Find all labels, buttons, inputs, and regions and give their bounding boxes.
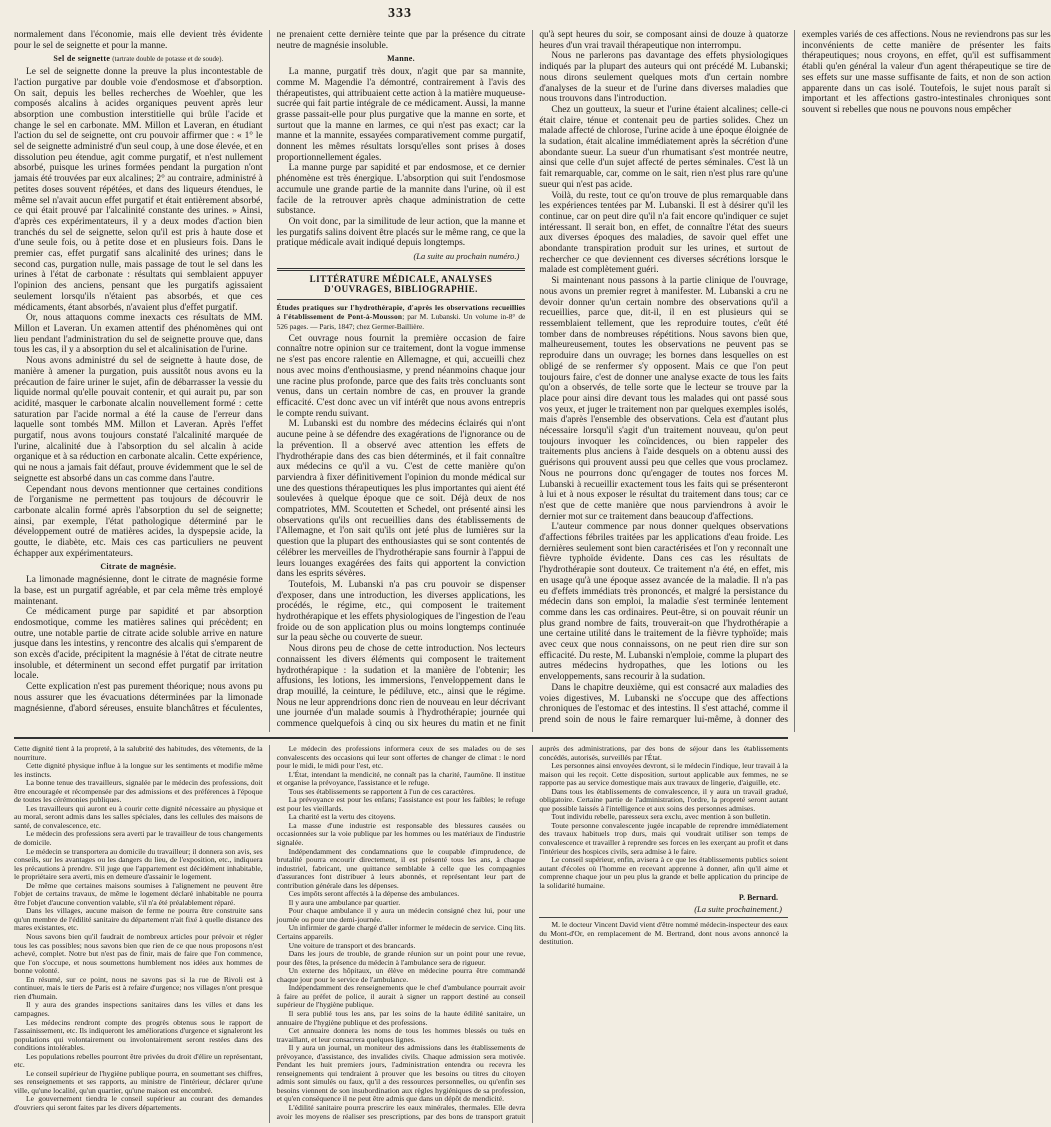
paragraph: Chez un goutteux, la sueur et l'urine étaient alcalines; celle-ci était claire, ténue et contenait peu de parties solides. Chez un malade affecté de chlorose, l'urine acide à une époque éloignée de la sudation, était alcaline immédiatement après la sécrétion d'une abondante sueur. La sueur d'un rhumatisant s'est montrée neutre, ainsi que celle d'un sujet affecté de pertes séminales. C'est là un fait remarquable, car, comme on le sait, rien n'est plus rare qu'une sueur qui n'est pas acide.	[539, 104, 788, 190]
section-subheading	[14, 562, 263, 573]
paragraph: Ce médicament purge par sapidité et par absorption endosmotique, comme les matières salines qui précèdent; en outre, une notable partie de citrate acide soluble arrive en nature jusque dans les intestins, y rencontre des alcalis qui s'emparent de son excès d'acide, précipitent la magnésie à l'état de citrate neutre insoluble, et déterminent un second effet purgatif par irritation locale.	[14, 607, 263, 682]
paragraph: Cet annuaire donnera les noms de tous les hommes blessés ou tués en travaillant, et leur consacrera quelques lignes.	[276, 1026, 526, 1044]
double-rule	[277, 268, 526, 271]
page-number: 333	[388, 6, 412, 21]
paragraph: Le médecin se transportera au domicile du travailleur; il donnera son avis, ses conseils, sur les avantages ou les dangers du lieu, de l'exposition, etc., indiquera les précautions à prendre. S'il juge que l'appartement est décidément inhabitable, le propriétaire sera averti, mis en demeure d'assainir le logement.	[14, 846, 263, 882]
paragraph: La masse d'une industrie est responsable des blessures causées ou occasionnées sur la voie publique par les hommes ou les matériaux de l'industrie signalée.	[276, 820, 526, 848]
paragraph: L'auteur commence par nous donner quelques observations d'affections fébriles traitées par les applications d'eau froide. Les dernières seulement sont bien caractérisées et l'on y reconnaît une fièvre typhoïde évidente. Dans ces cas les résultats de l'hydrothérapie sont douteux. Ce traitement n'a été, en effet, mis en usage qu'à une époque assez avancée de la maladie. Il n'a pas eu d'effets immédiats très prononcés, et malgré la persistance du médecin dans son emploi, la maladie s'est terminée lentement comme dans les cas ordinaires. Peut-être, si on pouvait réunir un plus grand nombre de faits, trouverait-on que l'hydrothérapie a une certaine utilité dans le traitement de la fièvre typhoïde; mais avec ceux que nous connaissons, on ne peut rien dire sur son efficacité. Du reste, M. Lubanski n'emploie, comme la plupart des autres médecins hydropathes, que les lotions ou les enveloppements, sans recourir à la sudation.	[539, 522, 788, 683]
subheading-title: Sel de seignette	[53, 54, 111, 64]
book-reference	[277, 303, 526, 331]
paragraph: Le gouvernement tiendra le conseil supérieur au courant des demandes d'ouvriers qui seront faites par les divers départements.	[14, 1094, 263, 1112]
section-divider	[14, 737, 788, 739]
book-details: ; par M. Lubanski. Un volume in-8° de 526 pages. — Paris, 1847; chez Germer-Baillière.	[276, 312, 526, 331]
continued-note: (La suite au prochain numéro.)	[413, 251, 520, 262]
paragraph: Un externe des hôpitaux, un élève en médecine pourra être commandé chaque jour pour le service de l'ambulance.	[276, 966, 526, 984]
paragraph: Dans les villages, aucune maison de ferme ne pourra être construite sans qu'un membre de l'édilité sanitaire du département n'ait fixé à quelle distance des mares existantes, etc.	[14, 906, 263, 933]
paragraph: Les personnes ainsi envoyées devront, si le médecin l'indique, leur travail à la maison qui les reçoit. Cette disposition, surtout applicable aux femmes, ne se rapporte pas au service domestique mais aux travaux de lingerie, d'aiguille, etc.	[539, 761, 788, 788]
paragraph: Toute personne convalescente jugée incapable de reprendre immédiatement des travaux habituels trop durs, mais qui voudrait utiliser son temps de convalescence et travailler à reprendre ses forces en les exerçant au profit et dans l'intérieur des hospices civils, sera admise à le faire.	[539, 820, 788, 856]
section-subheading	[14, 54, 263, 65]
subheading-title: Manne.	[387, 54, 415, 64]
subheading-note: (tartrate double de potasse et de soude).	[112, 55, 224, 64]
paragraph: La charité est la vertu des citoyens.	[288, 812, 396, 822]
thin-rule	[539, 917, 788, 918]
paragraph: Ces impôts seront affectés à la dépense des ambulances.	[288, 889, 460, 899]
feuilleton-columns	[14, 745, 788, 1123]
paragraph: Nous dirons peu de chose de cette introduction. Nos lecteurs connaissent les divers éléments qui composent le traitement hydrothérapique : la sudation et la manière de l'obtenir; les affusions, les lotions, les immersions, l'enveloppement dans le drap mouillé, la ceinture, le pédiluve, etc., ainsi que le régime. Nous ne leur apprendrions donc rien de nouveau en leur décrivant une journée d'un malade soumis à l'hydrothérapie; journée qui commence quelquefois à cinq ou six heures du matin et ne finit qu'à sept heures du soir, se composant ainsi de douze à quatorze heures d'un vrai travail thérapeutique non interrompu.	[276, 30, 788, 730]
paragraph: Voilà, du reste, tout ce qu'on trouve de plus remarquable dans les expériences tentées par M. Lubanski. Il est à désirer qu'il les continue, car on peut dire qu'il n'a fait encore qu'indiquer ce sujet intéressant. Il serait bon, en effet, de connaître l'état des sueurs aux diverses époques des maladies, de savoir quel effet une abondante transpiration produit sur les urines, et surtout de rechercher ce que deviennent ces diverses sécrétions lorsque le malade est complètement guéri.	[539, 190, 788, 276]
paragraph: Or, nous attaquons comme inexacts ces résultats de MM. Millon et Laveran. Un examen attentif des phénomènes qui ont lieu pendant l'administration du sel de seignette prouve que, dans tous les cas, il y a absorption du sel et alcalinisation de l'urine.	[14, 313, 263, 356]
paragraph: Dans les jours de trouble, de grande réunion sur un point pour une revue, pour des fêtes, la présence du médecin à l'ambulance sera de rigueur.	[276, 949, 526, 967]
paragraph: Dans le chapitre deuxième, qui est consacré aux maladies des voies digestives, M. Lubanski ne s'occupe que des affections chroniques de l'estomac et des intestins. Il s'est attaché, comme il prend soin de nous le faire remarquer lui-même, à donner des exemples variés de ces affections. Nous ne reviendrons pas sur les inconvénients de cette manière de présenter les faits thérapeutiques; nous croyons, en effet, qu'il est suffisamment établi qu'en général la valeur d'un agent thérapeutique se tire de ses effets sur une masse suffisante de faits, et non de son action apparente dans un cas isolé. Toutefois, le sujet nous paraît si important et les affections gastro-intestinales chroniques sont souvent si rebelles que nous ne pouvons nous empêcher	[539, 30, 1051, 725]
paragraph: M. Lubanski est du nombre des médecins éclairés qui n'ont aucune peine à se défendre des exagérations de l'ignorance ou de la prévention. Il a observé avec attention les effets de l'hydrothérapie dans des cas bien déterminés, et il fait connaître aux médecins ce qu'il a vu. C'est de cette manière qu'on parviendra à fixer définitivement l'opinion du monde médical sur une des questions thérapeutiques les plus importantes qui aient été soulevées à quelque époque que ce soit. Déjà deux de nos compatriotes, MM. Scoutetten et Schedel, ont présenté ainsi les observations qu'ils ont recueillies dans des établissements de l'Allemagne, et l'on sait qu'ils ont jeté plus de lumières sur la question que la plupart des enthousiastes qui se sont contentés de célébrer les merveilles de l'hydrothérapie sans fournir à l'appui de leurs louanges exagérées des faits qui apportent la conviction dans les esprits sévères.	[276, 419, 526, 580]
upper-article-columns	[14, 30, 1051, 732]
paragraph: Cette dignité physique influe à la longue sur les sentiments et modifie même les instincts.	[14, 761, 263, 779]
subheading-title: Citrate de magnésie.	[100, 562, 177, 572]
section-subheading	[277, 54, 526, 65]
paragraph: Le conseil supérieur de l'hygiène publique pourra, en soumettant ses chiffres, ses renseignements et ses rapports, au ministre de l'intérieur, déclarer qu'une ville, qu'une localité, qu'un quartier, qu'une maison est encombré.	[14, 1068, 263, 1095]
paragraph: Nous avons administré du sel de seignette à haute dose, de manière à amener la purgation, puis aussitôt nous avons eu la précaution de faire uriner le sujet, afin de débarrasser la vessie du liquide normal qu'elle pouvait contenir, et qui aurait pu, par son acidité, masquer le carbonate alcalin nouvellement formé : cette saturation par l'acide normal a été la cause de l'erreur dans laquelle sont tombés MM. Millon et Laveran. Après l'effet purgatif, nous avons toujours constaté l'alcalinité marquée de l'urine, alcalinité due à l'absorption du sel alcalin à acide organique et à sa réduction en carbonate alcalin. Cette expérience, qui ne nous a jamais fait défaut, prouve évidemment que le sel de seignette est absorbé dans un cas comme dans l'autre.	[14, 356, 263, 484]
paragraph: normalement dans l'économie, mais elle devient très évidente pour le sel de seignette et pour la manne.	[14, 30, 263, 51]
paragraph: Toutefois, M. Lubanski n'a pas cru pouvoir se dispenser d'exposer, dans une introduction, les diverses applications, les procédés, le régime, etc., qui composent le traitement hydrothérapique et les effets physiologiques de l'ingestion de l'eau froide ou de son application plus ou moins longtemps continuée sur la peau sèche ou couverte de sueur.	[276, 579, 526, 644]
paragraph: La prévoyance est pour les enfans; l'assistance est pour les faibles; le refuge est pour les vieillards.	[276, 795, 526, 813]
paragraph: L'édilité sanitaire pourra prescrire les eaux minérales, thermales. Elle devra avoir les moyens de réaliser ses prescriptions, par des bons de transport gratuit auprès des administrations, par des bons de séjour dans les établissements concédés, autorisés, surveillés par l'État.	[276, 744, 788, 1121]
paragraph: Cet ouvrage nous fournit la première occasion de faire connaître notre opinion sur ce traitement, dont la vogue immense ne s'est pas encore ralentie en Allemagne, et qui, accueilli chez nous avec moins d'enthousiasme, y prend néanmoins chaque jour une racine plus profonde, parce que des faits très concluants sont venus, dans un certain nombre de cas, en prouver la grande efficacité. C'est donc avec un vif intérêt que nous avons entrepris le compte rendu suivant.	[276, 333, 526, 419]
author-signature: P. Bernard.	[738, 893, 778, 903]
paragraph: Cette dignité tient à la propreté, à la salubrité des habitudes, des vêtements, de la nourriture.	[14, 744, 263, 762]
paragraph: Il y aura une ambulance par quartier.	[288, 897, 401, 907]
paragraph: Un infirmier de garde chargé d'aller informer le médecin de service. Cinq lits. Certains appareils.	[276, 923, 526, 942]
paragraph: Tous ses établissements se rapportent à l'un de ces caractères.	[288, 786, 476, 796]
paragraph: Il sera publié tous les ans, par les soins de la haute édilité sanitaire, un annuaire de l'hygiène publique et des professions.	[276, 1008, 526, 1027]
paragraph: Les médecins rendront compte des progrès obtenus sous le rapport de l'assainissement, etc. Ils indiqueront les améliorations d'urgence et signaleront les populations qui volontairement ou involontairement seront restées dans des conditions intolérables.	[14, 1017, 263, 1053]
paragraph: Tout individu rebelle, paresseux sera exclu, avec mention à son bulletin.	[551, 812, 771, 822]
paragraph: La manne, purgatif très doux, n'agit que par sa mannite, comme M. Magendie l'a démontré, contrairement à l'avis des thérapeutistes, qui attribuaient cette action à la matière muqueuse-sucrée qui fait partie intégrale de ce médicament. Aussi, la manne grasse passait-elle pour plus purgative que la manne en sorte, et surtout que la manne en larmes, ce qui n'est pas exact; car la manne et la mannite, essayées comparativement comme purgatif, donnent les mêmes résultats lorsqu'elles sont prises à doses proportionnellement égales.	[276, 67, 526, 163]
paragraph: Si maintenant nous passons à la partie clinique de l'ouvrage, nous avons un premier regret à manifester. M. Lubanski a cru ne devoir donner qu'un certain nombre des observations qu'il a recueillies, parce que, dit-il, il en est plusieurs qui se ressemblaient tellement, que les reproduire toutes, c'eût été tomber dans de nombreuses répétitions. Nous savons bien que, malheureusement, toutes les observations ne peuvent pas se reproduire dans un ouvrage; les bornes dans lesquelles on est obligé de se renfermer s'y opposent. Mais ce que l'on peut toujours faire, c'est de donner une analyse exacte de tous les faits qu'on a observés, de telle sorte que le lecteur se trouve par la place pour ainsi dire devant tous les malades qui ont passé sous vos yeux, et juger le traitement non par quelques exemples isolés, mais d'après l'ensemble des observations. Cela est d'autant plus nécessaire lorsqu'il s'agit d'un traitement nouveau, qu'on peut toujours invoquer les coïncidences, ou bien rappeler des traitements plus anciens à l'aide desquels on a obtenu aussi des guérisons qui prouvent aussi peu que celles que vous proclamez. Nous ne pourrons donc qu'engager de toutes nos forces M. Lubanski à recueillir exactement tous les faits qui se présenteront à lui et à nous exposer le résultat du traitement dans tous; car ce n'est que de cette manière que nous parviendrons à avoir le dernier mot sur ce traitement dans beaucoup d'affections.	[539, 276, 788, 522]
paragraph: De même que certaines maisons soumises à l'alignement ne peuvent être l'objet de certains travaux, de même le logement déclaré inhabitable ne pourra être l'objet d'aucune convention valable, s'il n'a été préalablement réparé.	[14, 880, 263, 907]
paragraph: Il y aura des grandes inspections sanitaires dans les villes et dans les campagnes.	[14, 1000, 263, 1018]
paragraph: La manne purge par sapidité et par endosmose, et ce dernier phénomène est très énergique. L'absorption qui suit l'endosmose accumule une grande partie de la mannite dans l'urine, où il est facile de la retrouver après chaque administration de cette substance.	[276, 163, 526, 217]
paragraph: La bonne tenue des travailleurs, signalée par le médecin des professions, doit être encouragée et récompensée par des admissions et des préférences à l'époque de toutes les cérémonies publiques.	[14, 778, 263, 805]
paragraph: Dans tous les établissements de convalescence, il y aura un travail gradué, obligatoire. Certaine partie de l'administration, l'ordre, la propreté seront autant que possible laissés à l'intelligence et aux soins des personnes admises.	[539, 786, 788, 813]
paragraph: La limonade magnésienne, dont le citrate de magnésie forme la base, est un purgatif agréable, et par cela même très employé maintenant.	[14, 575, 263, 607]
continued-note: (La suite prochainement.)	[694, 903, 782, 914]
paragraph: Les travailleurs qui auront eu à courir cette dignité nécessaire au physique et au moral, seront admis dans les salles spéciales, dans les cellules des maisons de santé, de convalescence, etc.	[14, 803, 263, 830]
paragraph: Le médecin des professions sera averti par le travailleur de tous changements de domicile.	[14, 829, 263, 848]
thin-rule	[277, 299, 526, 300]
paragraph: Une voiture de transport et des brancards.	[288, 940, 416, 950]
paragraph: Cependant nous devons mentionner que certaines conditions de l'organisme ne permettent pas toujours de découvrir le carbonate alcalin formé après l'absorption du sel de seignette; ainsi, par exemple, l'état pathologique déterminé par le développement outré de matières acides, la dyspepsie acide, la goutte, le diabète, etc. Mais ces cas particuliers ne peuvent échapper aux expérimentateurs.	[14, 484, 263, 559]
paragraph: En résumé, sur ce point, nous ne savons pas si la rue de Rivoli est à continuer, mais le tiers de Paris est à refaire d'urgence; nos villages n'ont presque rien d'humain.	[14, 974, 263, 1001]
paragraph: M. le docteur Vincent David vient d'être nommé médecin-inspecteur des eaux du Mont-d'Or, en remplacement de M. Bertrand, dont nous avons annoncé la destitution.	[539, 920, 788, 947]
section-title: LITTÉRATURE MÉDICALE, ANALYSES D'OUVRAGES, BIBLIOGRAPHIE.	[309, 273, 493, 295]
book-title: Études pratiques sur l'hydrothérapie, d'après les observations recueillies à l'établissement de Pont-à-Mousson	[276, 303, 526, 322]
paragraph: Il y aura un journal, un moniteur des admissions dans les établissements de prévoyance, d'assistance, des invalides civils. Chaque admission sera motivée. Pendant les huit premiers jours, l'administration entendra ou recevra les renseignements qui tendraient à prouver que les besoins ou titres du citoyen admis sont simulés ou faux, qu'il a des ressources personnelles, ou qu'enfin ses besoins viennent de son insubordination aux règles hygiéniques de sa profession, et qu'en conséquence il ne peut être admis que dans un dépôt de mendicité.	[276, 1043, 526, 1104]
paragraph: Le sel de seignette donne la preuve la plus incontestable de l'action purgative par double voie d'endosmose et d'absorption. On sait, depuis les belles recherches de Woehler, que les composés alcalins à acides organiques peuvent après leur absorption une combustion interstitielle qui brûle l'acide et change le sel en carbonate. MM. Millon et Laveran, en étudiant l'action du sel de seignette, ont cru pouvoir affirmer que : « 1° le sel de seignette administré d'un seul coup, à une dose élevée, et en dissolution peu étendue, agit comme purgatif, et n'est nullement absorbé, puisque les urines formées pendant la purgation n'ont jamais été trouvées par eux alcalines; 2° au contraire, administré à petites doses souvent répétées, et dans des liqueurs étendues, le même sel n'avait aucun effet purgatif et était entièrement absorbé, ce qui était prouvé par l'alcalinité constante des urines. » Ainsi, d'après ces expérimentateurs, il y a deux modes d'action bien tranchés du sel de seignette, selon qu'il est pris à haute dose et d'une seule fois, ou à petite dose et en plusieurs fois. Dans le premier cas, effet purgatif sans alcalinité des urines; dans le second cas, purgation nulle, mais passage de tout le sel dans les urines à l'état de carbonate : résultats qui semblaient appuyer l'opinion des anciens, pensant que les purgatifs agissaient seulement lorsqu'ils n'étaient pas absorbés, et que ces médicaments, étant absorbés, n'avaient plus d'effet purgatif.	[14, 67, 263, 313]
paragraph: Le médecin des professions informera ceux de ses malades ou de ses convalescents des occasions qui leur sont offertes de changer de climat : le nord pour le midi, le midi pour l'est, etc.	[276, 744, 526, 771]
paragraph: Cette explication n'est pas purement théorique; nous avons pu nous assurer que les évacuations déterminées par la limonade magnésienne, d'abord séreuses, ensuite blanchâtres et féculentes, ne prenaient cette dernière teinte que par la présence du citrate neutre de magnésie insoluble.	[14, 30, 526, 714]
paragraph: Pour chaque ambulance il y aura un médecin consigné chez lui, pour une journée ou pour une demi-journée.	[276, 906, 526, 924]
paragraph: Indépendamment des condamnations que le coupable d'imprudence, de brutalité pourra encourir directement, il est présenté tous les ans, à chaque industriel, fabricant, une quittance semblable à celle que les compagnies d'assurances font distribuer à leurs abonnés, et représentant leur part de contribution générale dans les dépenses.	[276, 846, 526, 890]
paragraph: Les populations rebelles pourront être privées du droit d'élire un représentant, etc.	[14, 1051, 263, 1070]
paragraph: Nous savons bien qu'il faudrait de nombreux articles pour prévoir et régler tous les cas possibles; nous savons bien que rien de ce que nous proposons n'est achevé, complet. Notre but n'est pas de finir, mais de faire que l'on commence, que l'on s'occupe, et nous soumettons humblement nos idées aux hommes de bonne volonté.	[14, 932, 263, 976]
paragraph: On voit donc, par la similitude de leur action, que la manne et les purgatifs salins doivent être placés sur le même rang, ce que la pratique médicale avait indiqué depuis longtemps.	[276, 216, 526, 249]
paragraph: L'État, intendant la mendicité, ne connaît pas la charité, l'aumône. Il institue et organise la prévoyance, l'assistance et le refuge.	[276, 769, 526, 788]
paragraph: Le conseil supérieur, enfin, avisera à ce que les établissements publics soient autant d'écoles où l'homme en recevant apprenne à donner, afin qu'il aime et comprenne chaque jour un peu plus la grande et belle application du principe de la solidarité humaine.	[539, 855, 788, 890]
paragraph: Indépendamment des renseignements que le chef d'ambulance pourrait avoir à faire au préfet de police, il aurait à signer un rapport destiné au conseil supérieur de l'hygiène publique.	[276, 983, 526, 1010]
paragraph: Nous ne parlerons pas davantage des effets physiologiques indiqués par la plupart des auteurs qui ont précédé M. Lubanski; nous dirons seulement quelques mots d'un certain nombre d'analyses de la sueur et de l'urine dans diverses maladies que nous trouvons dans l'introduction.	[539, 51, 788, 105]
